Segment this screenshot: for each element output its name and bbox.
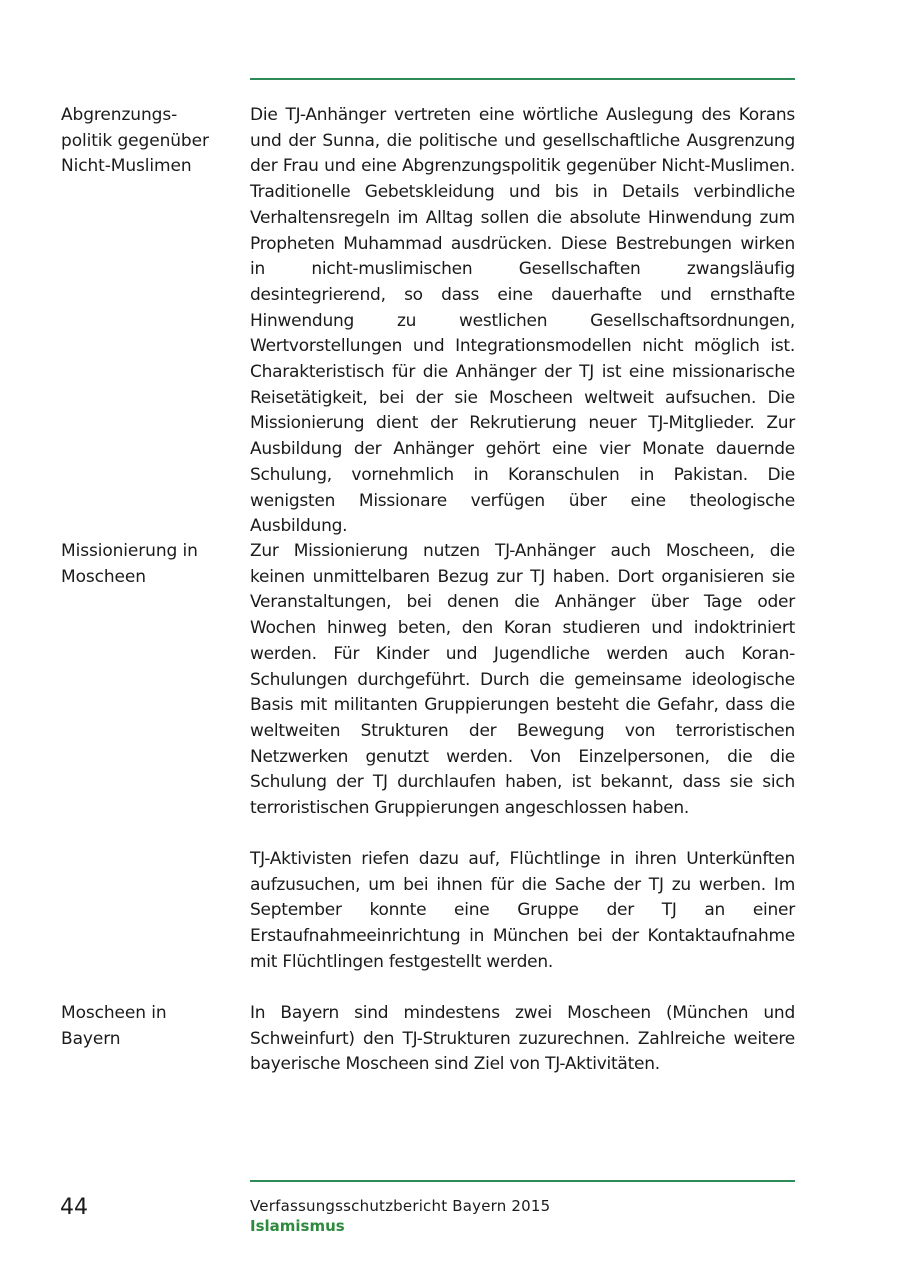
section-body-missionierung — [250, 539, 795, 822]
chapter-title: Islamismus — [250, 1217, 345, 1235]
margin-label-moscheen-bayern — [61, 1001, 236, 1052]
margin-label-missionierung — [61, 539, 236, 590]
margin-label-line: Bayern — [61, 1028, 121, 1049]
body-paragraph: Zur Missionierung nutzen TJ-Anhänger auch Moscheen, die keinen unmittelbaren Bezug zur TJ haben. Dort organisieren sie Veranstaltungen, bei denen die Anhänger über Tage oder Wochen hinweg beten, den Koran studieren und indoktriniert werden. Für Kinder und Jugendliche werden auch Koran-Schulungen durchgeführt. Durch die gemeinsame ideologische Basis mit militanten Gruppierungen besteht die Gefahr, dass die weltweiten Strukturen der Bewegung von terroristischen Netzwerken genutzt werden. Von Einzelpersonen, die die Schulung der TJ durchlaufen haben, ist bekannt, dass sie sich terroristischen Gruppierungen angeschlossen haben. — [250, 541, 795, 819]
section-body-moscheen-bayern — [250, 1001, 795, 1078]
page-number: 44 — [60, 1195, 88, 1220]
section-body-fluechtlinge — [250, 847, 795, 976]
body-paragraph: TJ-Aktivisten riefen dazu auf, Flüchtlinge in ihren Unterkünften aufzusuchen, um bei ihnen für die Sache der TJ zu werben. Im September konnte eine Gruppe der TJ an einer Erstaufnahmeeinrichtung in München bei der Kontaktaufnahme mit Flüchtlingen festgestellt werden. — [250, 849, 795, 972]
margin-label-abgrenzungspolitik — [61, 103, 236, 180]
margin-label-line: Moscheen — [61, 566, 146, 587]
margin-label-line: Abgrenzungs- — [61, 105, 178, 125]
margin-label-line: Nicht-Muslimen — [61, 156, 192, 177]
margin-label-line: Missionierung in — [61, 541, 198, 561]
publication-title: Verfassungsschutzbericht Bayern 2015 — [250, 1197, 551, 1215]
margin-label-line: politik gegenüber — [61, 130, 209, 151]
body-paragraph: In Bayern sind mindestens zwei Moscheen (München und Schweinfurt) den TJ-Strukturen zuzurechnen. Zahlreiche weitere bayerische Moscheen sind Ziel von TJ-Aktivitäten. — [250, 1003, 795, 1075]
footer-rule — [250, 1180, 795, 1182]
header-rule — [250, 78, 795, 80]
margin-label-line: Moscheen in — [61, 1003, 167, 1023]
section-body-abgrenzungspolitik — [250, 103, 795, 540]
body-paragraph: Die TJ-Anhänger vertreten eine wörtliche Auslegung des Korans und der Sunna, die politische und gesellschaftliche Ausgrenzung der Frau und eine Abgrenzungspolitik gegenüber Nicht-Muslimen. Traditionelle Gebetskleidung und bis in Details verbindliche Verhaltensregeln im Alltag sollen die absolute Hinwendung zum Propheten Muhammad ausdrücken. Diese Bestrebungen wirken in nicht-muslimischen Gesellschaften zwangsläufig desintegrierend, so dass eine dauerhafte und ernsthafte Hinwendung zu westlichen Gesellschaftsordnungen, Wertvorstellungen und Integrationsmodellen nicht möglich ist. Charakteristisch für die Anhänger der TJ ist eine missionarische Reisetätigkeit, bei der sie Moscheen weltweit aufsuchen. Die Missionierung dient der Rekrutierung neuer TJ-Mitglieder. Zur Ausbildung der Anhänger gehört eine vier Monate dauernde Schulung, vornehmlich in Koranschulen in Pakistan. Die wenigsten Missionare verfügen über eine theologische Ausbildung. — [250, 105, 795, 537]
